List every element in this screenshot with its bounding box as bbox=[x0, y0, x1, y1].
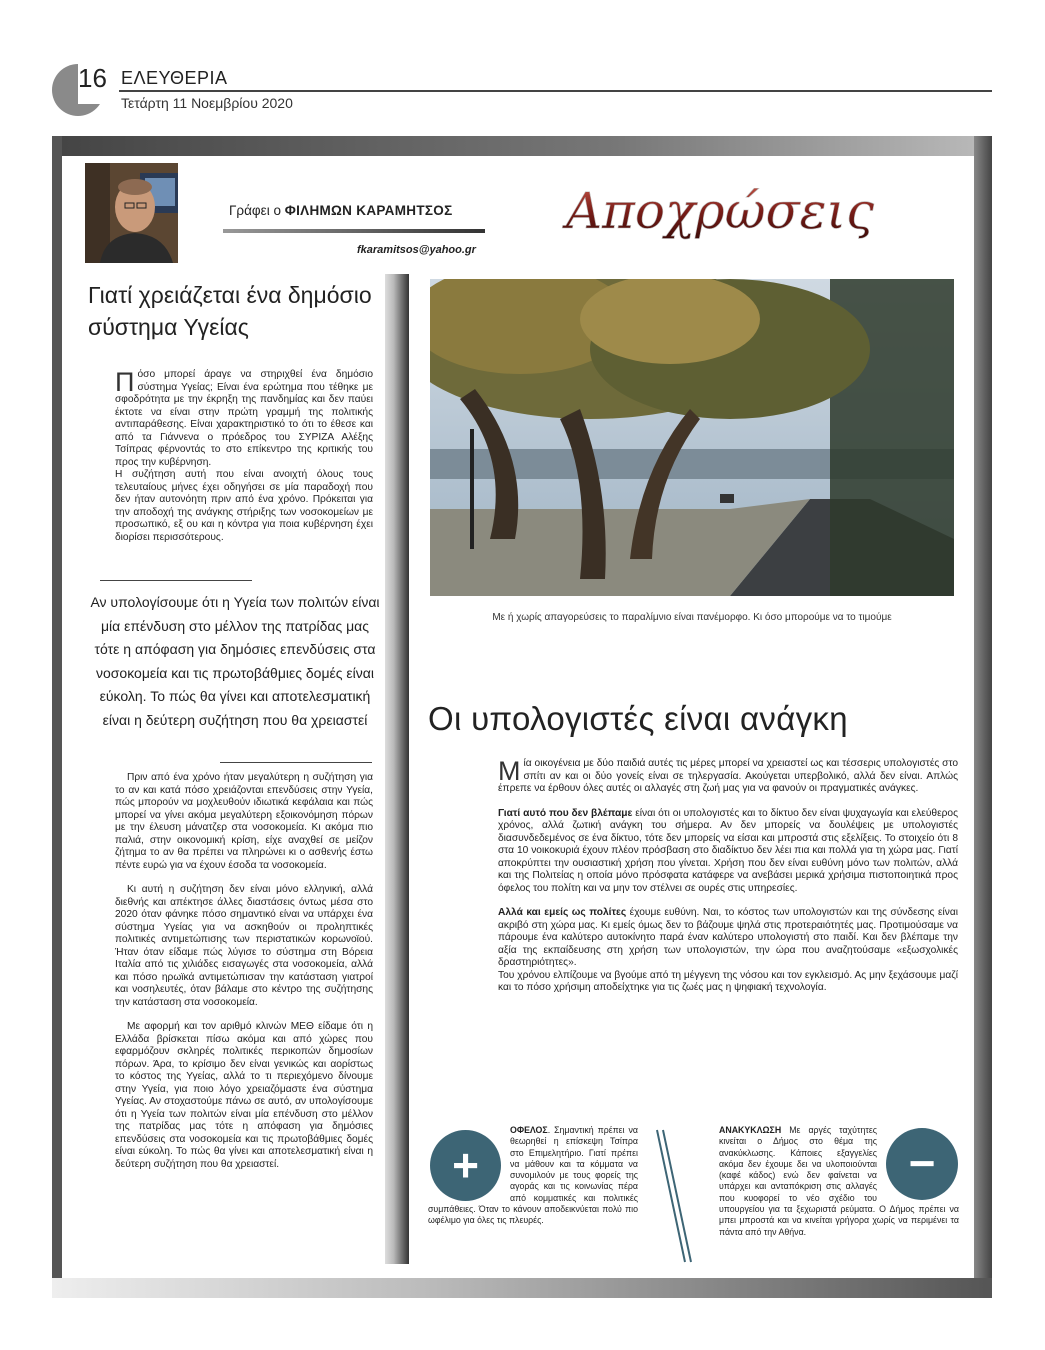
byline-prefix: Γράφει ο bbox=[229, 203, 281, 218]
divider-slash bbox=[655, 1128, 695, 1264]
pull-quote-rule-top bbox=[100, 580, 252, 581]
left-paragraph-1b: Η συζήτηση αυτή που είναι ανοιχτή όλους τους τελευταίους μήνες έχει οδηγήσει σε μία παραδοχή που δεν ήταν αυτονόητη πριν από ένα χρόνο. Πρόκειται για την αποδοχή της ανάγκης στήριξης των νοσοκομείων με προσωπικό, εξ ου και η κόντρα για ποια κυβέρνηση έχει διορίσει περισσότερους. bbox=[115, 469, 373, 543]
left-paragraph-1: όσο μπορεί άραγε να στηριχθεί ένα δημόσιο σύστημα Υγείας; Είναι ένα ερώτημα που τέθηκε με σφοδρότητα με την έκρηξη της πανδημίας και δεν παύει έκτοτε να είναι στην πρώτη γραμμή της πολιτικής αντιπαράθεσης. Είναι χαρακτηριστικό το ότι το έθεσε και από τα Γιάννενα ο πρόεδρος του ΣΥΡΙΖΑ Αλέξης Τσίπρας φέρνοντάς το στο επίκεντρο της κριτικής του προς την κυβέρνηση. bbox=[115, 369, 373, 468]
author-name: ΦΙΛΗΜΩΝ ΚΑΡΑΜΗΤΣΟΣ bbox=[284, 203, 453, 218]
minus-symbol: − bbox=[908, 1137, 936, 1189]
minus-box-label: ΑΝΑΚΥΚΛΩΣΗ bbox=[719, 1125, 782, 1135]
right-paragraph-3: Αλλά και εμείς ως πολίτες έχουμε ευθύνη. Ναι, το κόστος των υπολογιστών και της σύνδεσης είναι ακριβό στη χώρα μας. Κι εμείς όμως δεν το βάζουμε ψηλά στις προτεραιότητές μας. Προτιμούσαμε να πάρουμε ένα καλύτερο αυτοκίνητο παρά έναν καλύτερο υπολογιστή στο παιδί. Και δεν βλέπαμε την αξία της εκπαίδευσης στη χρήση των υπολογιστών, την ώρα που αναζητούσαμε «εξωσχολικές δραστηριότητες». Του χρόνου ελπίζουμε να βγούμε από τη μέγγενη της νόσου και τον εγκλεισμό. Ας μην ξεχάσουμε μαζί και το πόσο χρήσιμη αποδείχτηκε για τις ζωές μας η ψηφιακή τεχνολογία. bbox=[498, 907, 959, 993]
right-paragraph-2: Γιατί αυτό που δεν βλέπαμε είναι ότι οι υπολογιστές και το δίκτυο δεν είναι ψυχαγωγία και ελεύθερος χρόνος, αλλά ζωτική ανάγκη του σήμερα. Αν δεν μπορείς να δουλέψεις με υπολογιστές διασυνδεδεμένος σε ένα δίκτυο, τότε δεν μπορείς να είσαι και μπροστά στις εξελίξεις. Το στοιχείο ότι 8 στα 10 νοικοκυριά έχουν πλέον πρόσβαση στο διαδίκτυο δεν λέει πια και πολλά για τη χώρα μας. Γιατί αποκρύπτει την ουσιαστική χρήση που γίνεται. Χρήση που δεν είναι ευθύνη μόνο των πολιτών, αλλά και της Πολιτείας η οποία μόνο πρόσφατα κατάφερε να ανεβάσει μερικά χρήσιμα πιστοποιητικά προς όφελος του πολίτη και να μην τον στέλνει σε ουρές στις υπηρεσίες. bbox=[498, 807, 958, 894]
header-rule bbox=[119, 90, 992, 92]
left-paragraph-4: Με αφορμή και τον αριθμό κλινών ΜΕΘ είδαμε ότι η Ελλάδα βρίσκεται πίσω ακόμα και από χώρες που εφαρμόζουν σκληρές πολιτικές περικοπών δημοσίων πόρων. Άρα, το κρίσιμο δεν είναι γενικώς και αορίστως το κόστος της Υγείας, αλλά το τι περιεχόμενο δίνουμε στην Υγεία, για ποιο λόγο χρειαζόμαστε ένα σύστημα Υγείας. Αν στοχαστούμε πάνω σε αυτό, αν υπολογίσουμε ότι η Υγεία των πολιτών είναι μία επένδυση στο μέλλον της πατρίδας μας τότε η απόφαση για δημόσιες επενδύσεις στα νοσοκομεία και τις πρωτοβάθμιες δομές είναι εύκολη. Το πώς θα γίνει και αποτελεσματική είναι η δεύτερη συζήτηση που θα χρειαστεί. bbox=[115, 1021, 373, 1170]
minus-icon bbox=[886, 1128, 958, 1200]
left-article-intro bbox=[115, 369, 373, 544]
right-headline: Οι υπολογιστές είναι ανάγκη bbox=[428, 700, 848, 737]
dropcap: Μ bbox=[498, 756, 521, 786]
newspaper-name: ΕΛΕΥΘΕΡΙΑ bbox=[121, 68, 228, 88]
pull-quote: Αν υπολογίσουμε ότι η Υγεία των πολιτών είναι μία επένδυση στο μέλλον της πατρίδας μας τότε η απόφαση για δημόσιες επενδύσεις στα νοσοκομεία και τις πρωτοβάθμιες δομές είναι εύκολη. Το πώς θα γίνει και αποτελεσματική είναι η δεύτερη συζήτηση που θα χρειαστεί bbox=[90, 594, 380, 728]
right-article-body bbox=[498, 758, 958, 1007]
left-paragraph-3: Κι αυτή η συζήτηση δεν είναι μόνο ελληνική, αλλά διεθνής και απέκτησε άλλες διαστάσεις όντως μέσα στο 2020 όταν φάνηκε πόσο σημαντικό είναι να υπάρχει ένα σύστημα Υγείας για να ασκηθούν οι προληπτικές πολιτικές αντιμετώπισης των περιστατικών κορωνοϊού. Ήταν όταν είδαμε πώς λύγισε το σύστημα στη Βόρεια Ιταλία από τις χιλιάδες εισαγωγές στα νοσοκομεία, αλλά και πόσο ηρωϊκά αντιμετώπισαν την κατάσταση γιατροί και νοσηλευτές, όταν βάλαμε στο κέντρο της συζήτησης την κατάσταση στα νοσοκομεία. bbox=[115, 884, 373, 1008]
dropcap: Π bbox=[115, 367, 135, 397]
plus-symbol: + bbox=[452, 1139, 479, 1191]
section-title: Αποχρώσεις bbox=[565, 182, 875, 240]
byline bbox=[229, 203, 452, 218]
right-paragraph-1: Μία οικογένεια με δύο παιδιά αυτές τις μέρες μπορεί να χρειαστεί ως και τέσσερις υπολογιστές στο σπίτι αν και οι δύο γονείς είναι σε τηλεργασία. Ακούγεται υπερβολικό, αλλά δεν είναι. Απλώς έπρεπε να έρθουν όλες αυτές οι αλλαγές στη ζωή μας για να φανούν οι πραγματικές ανάγκες. bbox=[498, 756, 958, 794]
frame-bottom-bar bbox=[52, 1278, 992, 1298]
minus-box-text: ΑΝΑΚΥΚΛΩΣΗ Με αργές ταχύτητες κινείται ο Δήμος στο θέμα της ανακύκλωσης. Κάποιες εξαγγελίες ακόμα δεν έχουμε δει να υλοποιούνται (καφέ κάδος) ενώ δεν φαίνεται να υπάρχει και ανταπόκριση στις αλλαγές που κυοφορεί το νέο σχέδιο του υπουργείου για τα ξεχωριστά ρεύματα. Ο Δήμος πρέπει να μπει μπροστά και να κινείται γρήγορα χωρίς να περιμένει τα πάντα από την Αθήνα. bbox=[719, 1125, 959, 1237]
plus-box-label: ΟΦΕΛΟΣ bbox=[510, 1125, 548, 1135]
left-article-body bbox=[115, 772, 373, 1183]
photo-caption: Με ή χωρίς απαγορεύσεις το παραλίμνιο είναι πανέμορφο. Κι όσο μπορούμε να το τιμούμε bbox=[492, 612, 892, 623]
pull-quote-rule-bottom bbox=[220, 762, 372, 763]
frame-right-bar bbox=[974, 136, 992, 1298]
right-paragraph-3-lead: Αλλά και εμείς ως πολίτες bbox=[498, 907, 627, 918]
plus-icon bbox=[430, 1130, 501, 1201]
left-paragraph-2: Πριν από ένα χρόνο ήταν μεγαλύτερη η συζήτηση για το αν και κατά πόσο χρειάζονται επενδύσεις στην Υγεία, πώς μπορούν να μοχλευθούν ιδιωτικά κεφάλαια και πώς μπορεί να γίνει ακόμα μεγαλύτερη εξοικονόμηση πόρων με την έλευση μάνατζερ στα νοσοκομεία. Κι ακόμα πιο παλιά, στην οικονομική κρίση, είχε αναχθεί σε μείζον ζήτημα το αν θα πρέπει να πληρώνει κι ο ασθενής έστω πέντε ευρώ για να έχουν έσοδα τα νοσοκομεία. bbox=[115, 772, 373, 871]
article-photo bbox=[430, 279, 954, 596]
frame-top-bar bbox=[52, 136, 992, 156]
frame-left-bar bbox=[52, 136, 62, 1298]
right-paragraph-2-lead: Γιατί αυτό που δεν βλέπαμε bbox=[498, 807, 633, 819]
plus-box-text: ΟΦΕΛΟΣ. Σημαντική πρέπει να θεωρηθεί η επίσκεψη Τσίπρα στο Επιμελητήριο. Γιατί πρέπει να μάθουν και τα κόμματα να συνομιλούν με τους φορείς της αγοράς και τις κοινωνίας πέρα από κομματικές και πολιτικές συμπάθειες. Όταν το κάνουν αποδεικνύεται πολύ πιο ωφέλιμο για όλες τις πλευρές. bbox=[428, 1125, 638, 1226]
issue-date: Τετάρτη 11 Νοεμβρίου 2020 bbox=[121, 95, 293, 111]
author-photo bbox=[85, 163, 178, 263]
byline-rule bbox=[223, 229, 485, 233]
column-separator bbox=[385, 274, 409, 1264]
left-headline: Γιατί χρειάζεται ένα δημόσιο σύστημα Υγείας bbox=[88, 282, 372, 340]
section-title-logo bbox=[525, 168, 915, 258]
author-email[interactable]: fkaramitsos@yahoo.gr bbox=[357, 244, 476, 256]
page-number: 16 bbox=[78, 63, 107, 93]
